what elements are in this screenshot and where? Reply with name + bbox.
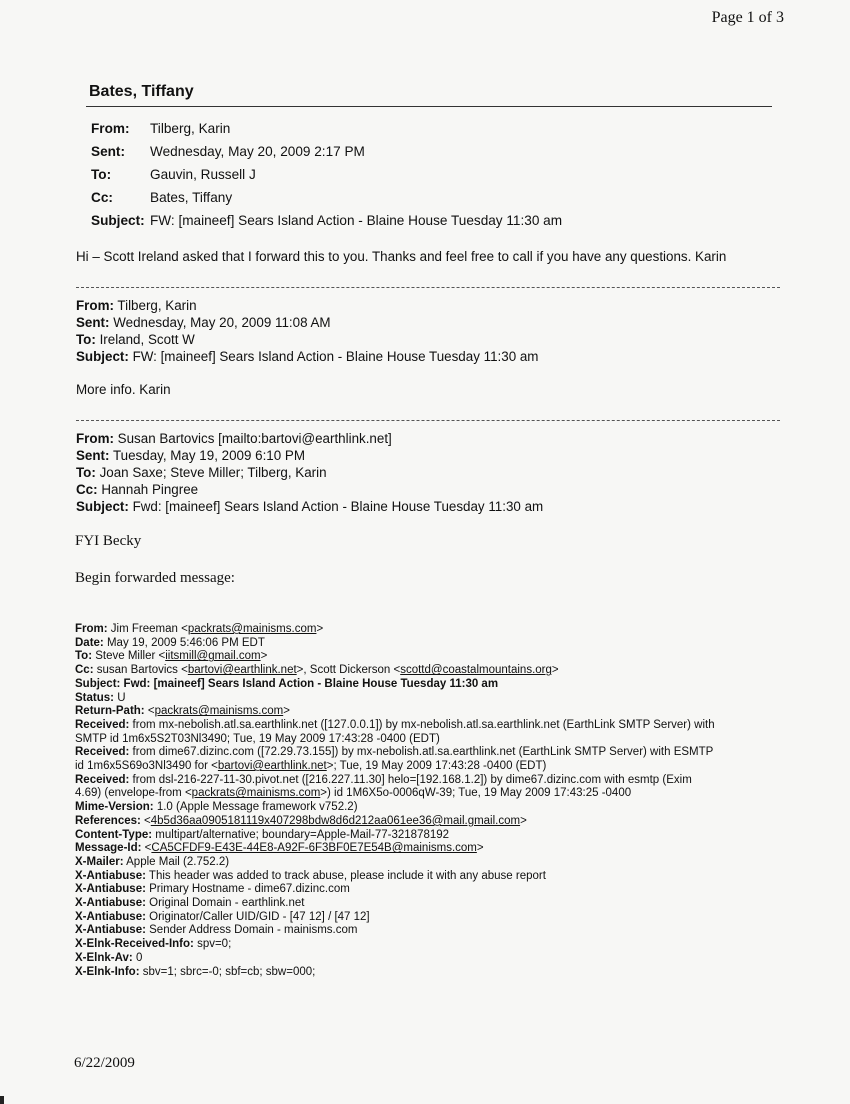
message-separator-1 bbox=[76, 287, 780, 288]
fwd-anti1-value: This header was added to track abuse, please include it with any abuse report bbox=[148, 869, 546, 882]
fwd-recv3a: from dsl-216-227-11-30.pivot.net ([216.227.11.30] helo=[192.168.1.2]) by dime67.dizinc.com with esmtp (Exim bbox=[132, 773, 692, 786]
fwd-from-label: From: bbox=[75, 623, 108, 635]
subject-value: FW: [maineef] Sears Island Action - Blaine House Tuesday 11:30 am bbox=[150, 213, 563, 228]
fwd-cc-email2-link[interactable]: scottd@coastalmountains.org bbox=[400, 664, 552, 677]
fwd-cc-name1: susan Bartovics < bbox=[96, 664, 188, 677]
fwd-from-name: Jim Freeman < bbox=[110, 623, 188, 635]
fwd-msgid-link[interactable]: CA5CFDF9-E43E-44E8-A92F-6F3BF0E7E54B@mainisms.com bbox=[151, 842, 477, 855]
msg3-subject-label: Subject: bbox=[76, 499, 129, 514]
fwd-recv2b-pre: id 1m6x5S69o3Nl3490 for < bbox=[75, 760, 218, 773]
print-date: 6/22/2009 bbox=[74, 1055, 135, 1071]
msg3-subject-line bbox=[76, 498, 543, 515]
fwd-recv3b-end: >) id 1M6X5o-0006qW-39; Tue, 19 May 2009 17:43:25 -0400 bbox=[320, 787, 632, 800]
fwd-elnk3-label: X-Elnk-Info: bbox=[75, 965, 140, 978]
fwd-mime-label: Mime-Version: bbox=[75, 801, 154, 814]
fwd-antiabuse1-line bbox=[75, 870, 715, 884]
fwd-status-label: Status: bbox=[75, 691, 114, 704]
fwd-cc-end: > bbox=[551, 664, 559, 677]
fwd-mailer-label: X-Mailer: bbox=[75, 855, 124, 868]
msg3-cc-label: Cc: bbox=[76, 482, 98, 497]
fwd-cc-line bbox=[75, 664, 715, 678]
fwd-mailer-value: Apple Mail (2.752.2) bbox=[126, 855, 230, 868]
header-divider bbox=[86, 106, 772, 107]
fwd-received2-line bbox=[75, 746, 715, 760]
fwd-msgid-pre: < bbox=[144, 842, 152, 855]
fwd-to-label: To: bbox=[75, 650, 93, 663]
forwarded-message-headers bbox=[75, 623, 715, 979]
fwd-recv1-label: Received: bbox=[75, 718, 130, 731]
msg3-to-value: Joan Saxe; Steve Miller; Tilberg, Karin bbox=[99, 465, 327, 480]
fwd-elnk1-value: spv=0; bbox=[197, 938, 232, 951]
fwd-ctype-value: multipart/alternative; boundary=Apple-Mail-77-321878192 bbox=[155, 828, 450, 841]
msg3-cc-value: Hannah Pingree bbox=[101, 482, 199, 497]
fwd-return-email-link[interactable]: packrats@mainisms.com bbox=[154, 705, 284, 718]
subject-label: Subject: bbox=[91, 213, 145, 228]
fwd-elnk-av-line bbox=[75, 952, 715, 966]
msg3-from-value: Susan Bartovics [mailto:bartovi@earthlink.net] bbox=[117, 431, 392, 446]
fwd-refs-link[interactable]: 4b5d36aa0905181119x407298bdw8d6d212aa061ee36@mail.gmail.com bbox=[150, 814, 521, 827]
header-row-from bbox=[91, 117, 562, 140]
fwd-recv3b-email-link[interactable]: packrats@mainisms.com bbox=[191, 787, 321, 800]
fwd-message-id-line bbox=[75, 842, 715, 856]
fwd-status-value: U bbox=[117, 691, 126, 704]
fwd-cc-email1-link[interactable]: bartovi@earthlink.net bbox=[187, 664, 297, 677]
fwd-anti3-label: X-Antiabuse: bbox=[75, 897, 146, 910]
msg2-sent-value: Wednesday, May 20, 2009 11:08 AM bbox=[113, 315, 331, 330]
cc-label: Cc: bbox=[91, 190, 113, 205]
fwd-received1-cont: SMTP id 1m6x5S2T03Nl3490; Tue, 19 May 2009 17:43:28 -0400 (EDT) bbox=[75, 732, 440, 745]
fwd-from-end: > bbox=[316, 623, 324, 635]
msg2-subject-line bbox=[76, 348, 538, 365]
fwd-to-end: > bbox=[260, 650, 268, 663]
fwd-from-line bbox=[75, 623, 715, 637]
msg3-cc-line bbox=[76, 481, 543, 498]
msg3-sent-line bbox=[76, 447, 543, 464]
fwd-elnk2-value: 0 bbox=[135, 951, 143, 964]
fwd-subject-line bbox=[75, 678, 715, 692]
sent-label: Sent: bbox=[91, 144, 125, 159]
fwd-msgid-label: Message-Id: bbox=[75, 842, 142, 855]
fwd-cc-mid: >, Scott Dickerson < bbox=[296, 664, 401, 677]
fwd-date-line bbox=[75, 637, 715, 651]
msg2-from-line bbox=[76, 297, 538, 314]
sent-value: Wednesday, May 20, 2009 2:17 PM bbox=[150, 144, 365, 159]
fwd-anti4-value: Originator/Caller UID/GID - [47 12] / [47 12] bbox=[149, 910, 370, 923]
forwarded-header-2 bbox=[76, 297, 538, 365]
header-row-to bbox=[91, 163, 562, 186]
scan-edge-mark bbox=[0, 1096, 4, 1104]
msg2-to-line bbox=[76, 331, 538, 348]
fwd-return-path-line bbox=[75, 705, 715, 719]
fwd-antiabuse5-line bbox=[75, 924, 715, 938]
fwd-refs-end: > bbox=[520, 814, 527, 827]
fwd-status-line bbox=[75, 692, 715, 706]
fwd-elnk-received-line bbox=[75, 938, 715, 952]
fwd-elnk-info-line bbox=[75, 966, 715, 980]
msg3-body-begin-forwarded: Begin forwarded message: bbox=[75, 570, 235, 586]
fwd-mime-value: 1.0 (Apple Message framework v752.2) bbox=[156, 801, 358, 814]
header-row-sent bbox=[91, 140, 562, 163]
fwd-antiabuse4-line bbox=[75, 911, 715, 925]
fwd-received3-cont bbox=[75, 787, 715, 801]
msg2-to-value: Ireland, Scott W bbox=[99, 332, 195, 347]
fwd-received2-cont bbox=[75, 760, 715, 774]
fwd-return-pre: < bbox=[147, 705, 155, 718]
msg3-to-line bbox=[76, 464, 543, 481]
msg3-from-label: From: bbox=[76, 431, 114, 446]
msg3-to-label: To: bbox=[76, 465, 96, 480]
cc-value: Bates, Tiffany bbox=[150, 190, 233, 205]
fwd-recv2b-end: >; Tue, 19 May 2009 17:43:28 -0400 (EDT) bbox=[326, 760, 547, 773]
fwd-received1-line bbox=[75, 719, 715, 733]
forwarded-header-3 bbox=[76, 430, 543, 515]
fwd-cc-label: Cc: bbox=[75, 664, 94, 677]
fwd-refs-pre: < bbox=[144, 814, 151, 827]
fwd-ctype-label: Content-Type: bbox=[75, 828, 153, 841]
fwd-content-type-line bbox=[75, 829, 715, 843]
email-header-table bbox=[91, 117, 562, 232]
fwd-anti3-value: Original Domain - earthlink.net bbox=[149, 897, 305, 910]
msg2-sent-label: Sent: bbox=[76, 315, 110, 330]
fwd-mailer-line bbox=[75, 856, 715, 870]
fwd-references-line bbox=[75, 815, 715, 829]
fwd-to-line bbox=[75, 650, 715, 664]
fwd-return-end: > bbox=[283, 705, 290, 718]
msg2-subject-label: Subject: bbox=[76, 349, 129, 364]
fwd-received3-line bbox=[75, 774, 715, 788]
msg2-subject-value: FW: [maineef] Sears Island Action - Blaine House Tuesday 11:30 am bbox=[132, 349, 539, 364]
fwd-recv2-label: Received: bbox=[75, 746, 130, 759]
msg2-from-value: Tilberg, Karin bbox=[117, 298, 197, 313]
header-row-cc bbox=[91, 186, 562, 209]
fwd-from-email-link[interactable]: packrats@mainisms.com bbox=[187, 623, 317, 635]
fwd-anti5-label: X-Antiabuse: bbox=[75, 924, 146, 937]
fwd-anti1-label: X-Antiabuse: bbox=[75, 869, 146, 882]
fwd-subject: Subject: Fwd: [maineef] Sears Island Action - Blaine House Tuesday 11:30 am bbox=[75, 677, 499, 690]
fwd-date-label: Date: bbox=[75, 636, 104, 649]
fwd-date-value: May 19, 2009 5:46:06 PM EDT bbox=[106, 636, 265, 649]
fwd-elnk3-value: sbv=1; sbrc=-0; sbf=cb; sbw=000; bbox=[142, 965, 316, 978]
from-value: Tilberg, Karin bbox=[150, 121, 231, 136]
fwd-anti4-label: X-Antiabuse: bbox=[75, 910, 146, 923]
fwd-anti2-label: X-Antiabuse: bbox=[75, 883, 146, 896]
to-label: To: bbox=[91, 167, 112, 182]
msg2-sent-line bbox=[76, 314, 538, 331]
msg3-sent-label: Sent: bbox=[76, 448, 110, 463]
fwd-refs-label: References: bbox=[75, 814, 141, 827]
fwd-to-email-link[interactable]: iitsmill@gmail.com bbox=[165, 650, 261, 663]
fwd-anti2-value: Primary Hostname - dime67.dizinc.com bbox=[149, 883, 350, 896]
mailbox-owner-name: Bates, Tiffany bbox=[89, 83, 194, 100]
fwd-anti5-value: Sender Address Domain - mainisms.com bbox=[149, 924, 358, 937]
fwd-recv3-label: Received: bbox=[75, 773, 130, 786]
fwd-antiabuse3-line bbox=[75, 897, 715, 911]
fwd-msgid-end: > bbox=[476, 842, 484, 855]
fwd-recv2b-email-link[interactable]: bartovi@earthlink.net bbox=[217, 760, 327, 773]
fwd-return-label: Return-Path: bbox=[75, 705, 145, 718]
fwd-recv1a: from mx-nebolish.atl.sa.earthlink.net ([127.0.0.1]) by mx-nebolish.atl.sa.earthlink.net (EarthLink SMTP Server) with bbox=[132, 718, 715, 731]
fwd-to-name: Steve Miller < bbox=[95, 650, 166, 663]
header-row-subject bbox=[91, 209, 562, 232]
message-body: Hi – Scott Ireland asked that I forward this to you. Thanks and feel free to call if you have any questions. Karin bbox=[76, 249, 727, 264]
fwd-recv2a: from dime67.dizinc.com ([72.29.73.155]) by mx-nebolish.atl.sa.earthlink.net (EarthLink SMTP Server) with ESMTP bbox=[132, 746, 714, 759]
page-number: Page 1 of 3 bbox=[711, 9, 784, 26]
msg2-from-label: From: bbox=[76, 298, 114, 313]
msg3-from-line bbox=[76, 430, 543, 447]
message-separator-2 bbox=[76, 420, 780, 421]
msg3-body-fyi: FYI Becky bbox=[75, 533, 142, 549]
fwd-elnk1-label: X-Elnk-Received-Info: bbox=[75, 938, 194, 951]
msg3-sent-value: Tuesday, May 19, 2009 6:10 PM bbox=[112, 448, 306, 463]
from-label: From: bbox=[91, 121, 130, 136]
fwd-elnk2-label: X-Elnk-Av: bbox=[75, 951, 133, 964]
msg3-subject-value: Fwd: [maineef] Sears Island Action - Blaine House Tuesday 11:30 am bbox=[132, 499, 544, 514]
fwd-antiabuse2-line bbox=[75, 883, 715, 897]
fwd-recv3b-pre: 4.69) (envelope-from < bbox=[75, 787, 192, 800]
to-value: Gauvin, Russell J bbox=[150, 167, 256, 182]
msg2-body: More info. Karin bbox=[76, 382, 171, 397]
msg2-to-label: To: bbox=[76, 332, 96, 347]
fwd-mime-line bbox=[75, 801, 715, 815]
